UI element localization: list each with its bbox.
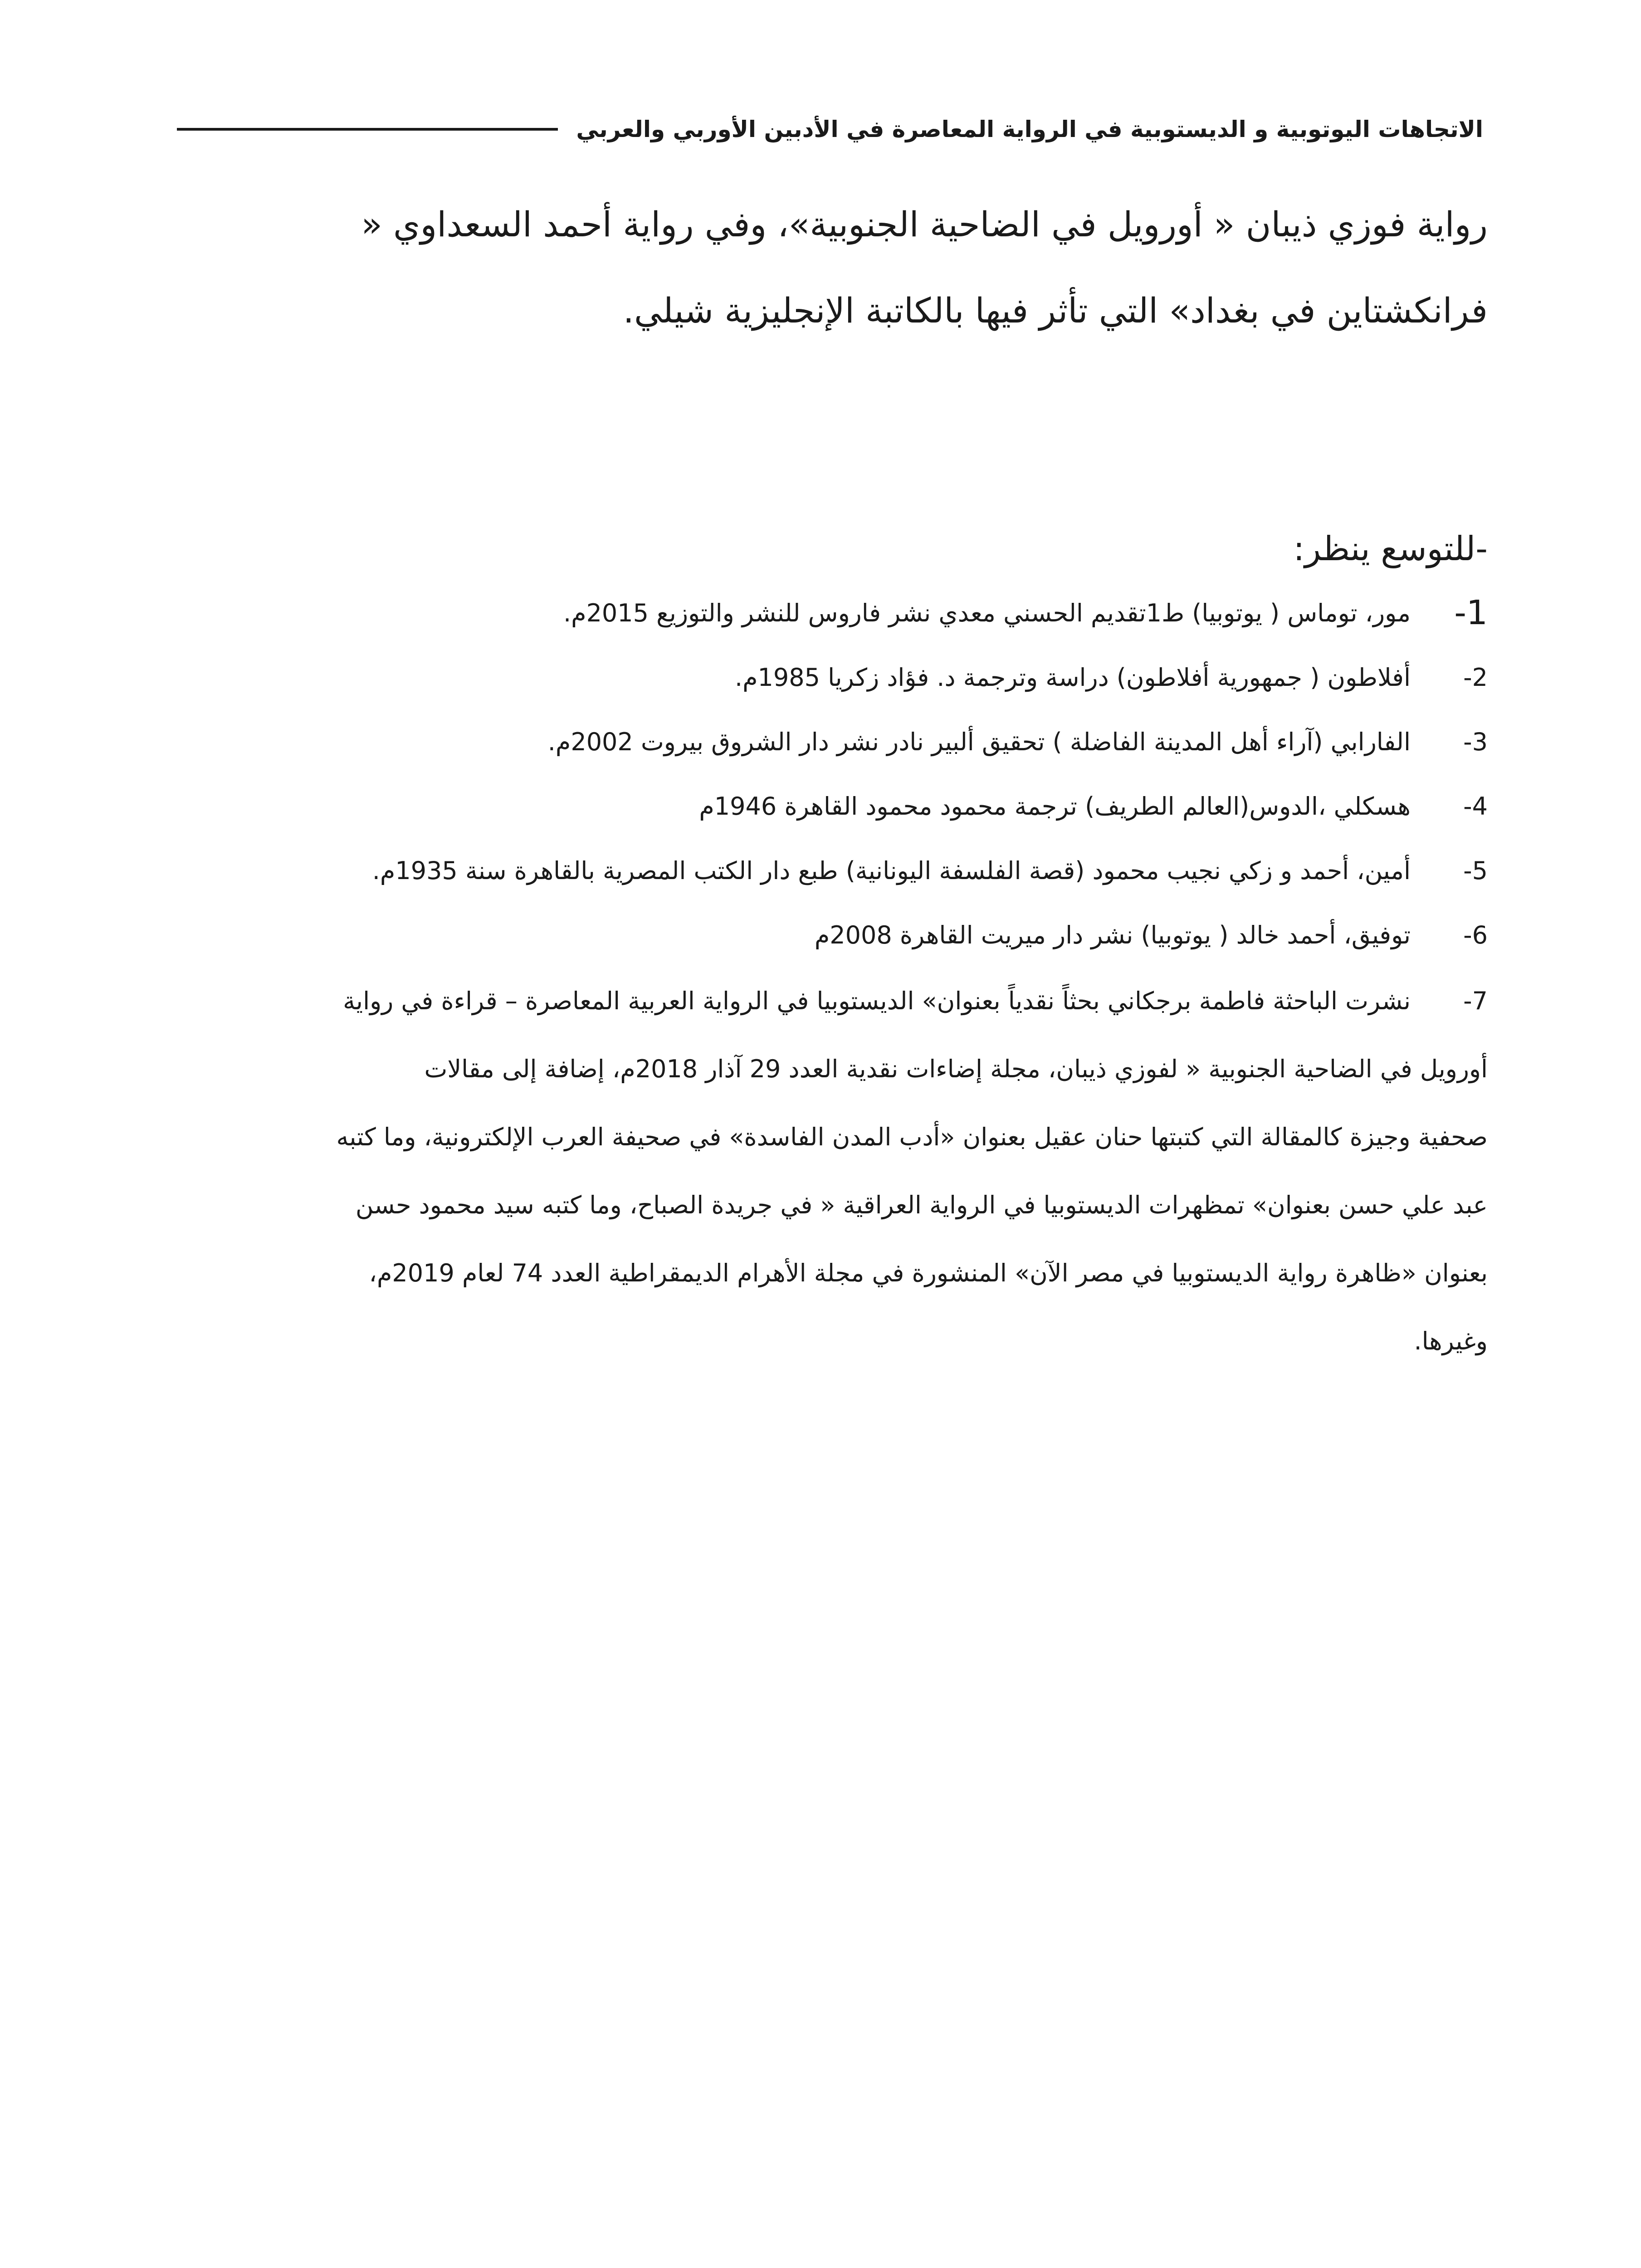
- reference-number: 3-: [1463, 727, 1488, 756]
- reference-7-line: بعنوان «ظاهرة رواية الديستوبيا في مصر الآن» المنشورة في مجلة الأهرام الديمقراطية العدد 74 لعام 2019م،: [369, 1259, 1488, 1287]
- reference-7-line: وغيرها.: [1414, 1327, 1488, 1355]
- reference-number: 7-: [1463, 987, 1488, 1015]
- reference-item: [172, 774, 1488, 838]
- reference-item: [172, 838, 1488, 903]
- running-header: [177, 111, 1483, 147]
- reference-number: 2-: [1463, 663, 1488, 692]
- reference-7-first-line: [172, 967, 1488, 1035]
- reference-text: مور، توماس ( يوتوبيا) ط1تقديم الحسني معدي نشر فاروس للنشر والتوزيع 2015م.: [563, 598, 1411, 627]
- header-rule: [177, 128, 558, 131]
- references-heading: -للتوسع ينظر:: [1293, 529, 1488, 568]
- reference-7-line: صحفية وجيزة كالمقالة التي كتبتها حنان عقيل بعنوان «أدب المدن الفاسدة» في صحيفة العرب الإلكترونية، وما كتبه: [336, 1123, 1488, 1151]
- reference-item: [172, 645, 1488, 709]
- body-line: فرانكشتاين في بغداد» التي تأثر فيها بالكاتبة الإنجليزية شيلي.: [623, 290, 1488, 331]
- reference-7-line: أورويل في الضاحية الجنوبية « لفوزي ذيبان، مجلة إضاءات نقدية العدد 29 آذار 2018م، إضافة إلى مقالات: [424, 1055, 1488, 1083]
- reference-text: هسكلي ،الدوس(العالم الطريف) ترجمة محمود محمود القاهرة 1946م: [699, 792, 1411, 821]
- reference-text: الفارابي (آراء أهل المدينة الفاضلة ) تحقيق ألبير نادر نشر دار الشروق بيروت 2002م.: [547, 727, 1411, 756]
- reference-number: 5-: [1463, 856, 1488, 885]
- body-line: رواية فوزي ذيبان « أورويل في الضاحية الجنوبية»، وفي رواية أحمد السعداوي «: [361, 204, 1488, 244]
- reference-item-7: [172, 967, 1488, 1375]
- reference-item: [172, 903, 1488, 967]
- reference-text: أفلاطون ( جمهورية أفلاطون) دراسة وترجمة د. فؤاد زكريا 1985م.: [734, 663, 1411, 692]
- reference-number: 6-: [1463, 920, 1488, 949]
- reference-item: [172, 581, 1488, 645]
- reference-7-line: نشرت الباحثة فاطمة برجكاني بحثاً نقدياً بعنوان» الديستوبيا في الرواية العربية المعاصرة – قراءة في رواية: [343, 987, 1411, 1015]
- reference-number: 1-: [1454, 593, 1488, 632]
- body-paragraph: [190, 181, 1488, 354]
- reference-number: 4-: [1463, 792, 1488, 821]
- references-list: [172, 581, 1488, 1375]
- reference-item: [172, 709, 1488, 774]
- reference-7-line: عبد علي حسن بعنوان» تمظهرات الديستوبيا في الرواية العراقية « في جريدة الصباح، وما كتبه سيد محمود حسن: [355, 1191, 1488, 1219]
- header-title: الاتجاهات اليوتوبية و الديستوبية في الرواية المعاصرة في الأدبين الأوربي والعربي: [576, 116, 1483, 142]
- reference-text: أمين، أحمد و زكي نجيب محمود (قصة الفلسفة اليونانية) طبع دار الكتب المصرية بالقاهرة سنة 1935م.: [372, 856, 1411, 885]
- reference-text: توفيق، أحمد خالد ( يوتوبيا) نشر دار ميريت القاهرة 2008م: [814, 920, 1411, 949]
